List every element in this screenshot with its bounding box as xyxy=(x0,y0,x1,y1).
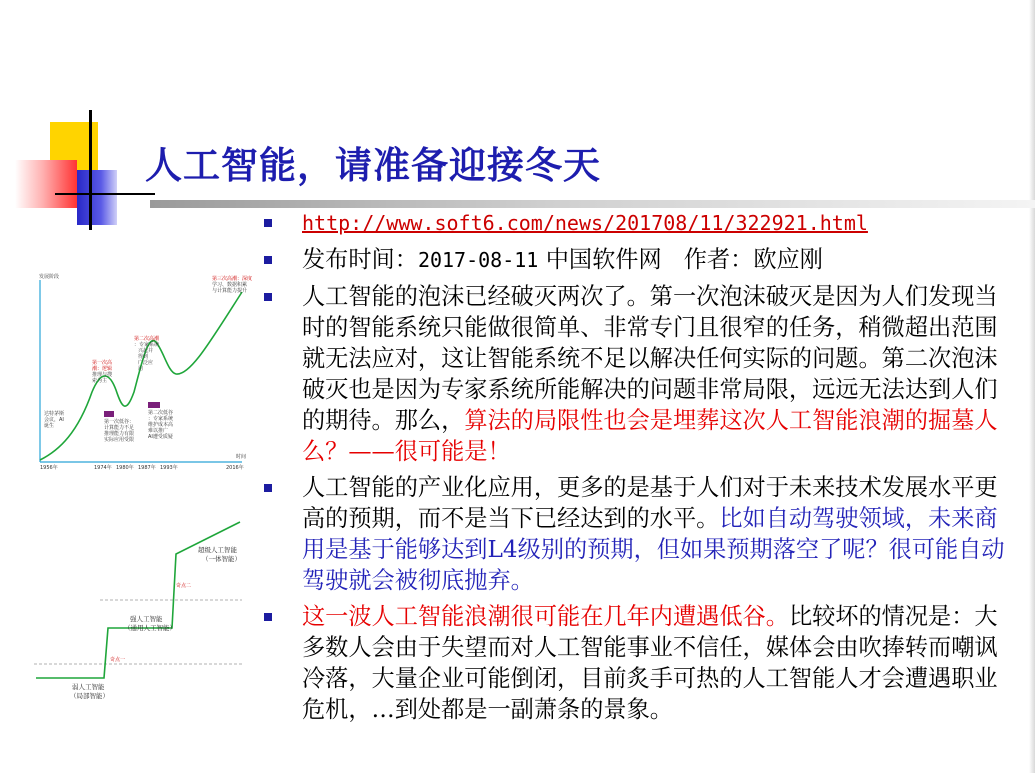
svg-text:维护成本高: 维护成本高 xyxy=(148,422,174,428)
bullet-marker-icon xyxy=(264,256,272,264)
bullet-industrialization xyxy=(262,472,1007,596)
svg-text:推理与搜: 推理与搜 xyxy=(92,372,113,378)
bullet-marker-icon xyxy=(264,613,272,621)
x-tick-label: 1974年 xyxy=(94,465,112,471)
gap1-label: 奇点一 xyxy=(110,657,126,663)
svg-text:难以推广: 难以推广 xyxy=(148,428,169,434)
svg-text:强人工智能: 强人工智能 xyxy=(130,615,163,623)
svg-text:第一次高: 第一次高 xyxy=(92,360,113,366)
publish-author: 作者：欧应刚 xyxy=(683,246,823,273)
winter1-box xyxy=(104,411,114,417)
svg-text:第二次高潮: 第二次高潮 xyxy=(134,336,160,342)
svg-text:潮：逻辑: 潮：逻辑 xyxy=(92,366,113,372)
annotation-start xyxy=(44,410,64,429)
bullet-low-tide xyxy=(262,601,1007,725)
ai-stages-figure xyxy=(30,508,245,723)
development-curve xyxy=(40,292,242,460)
svg-text:学习、数据积累: 学习、数据积累 xyxy=(212,282,248,288)
stage-strong-ai xyxy=(124,614,176,632)
annotation-peak1 xyxy=(92,359,112,384)
publish-source: 中国软件网 xyxy=(545,246,662,273)
svg-text:诞生: 诞生 xyxy=(44,423,55,429)
ai-history-svg xyxy=(30,272,253,474)
title-deco-red-block xyxy=(15,160,77,208)
svg-text:：专家系统: ：专家系统 xyxy=(134,342,160,348)
bullet-marker-icon xyxy=(264,484,272,492)
gap2-label: 奇点二 xyxy=(176,583,192,589)
y-axis-label: 发展阶段 xyxy=(39,274,60,280)
svg-text:兴起并: 兴起并 xyxy=(138,348,154,354)
bullet-4-highlight: 比如自动驾驶领域，未来商用是基于能够达到L4级别的预期，但如果预期落空了呢？很可能自动驾驶就会被彻底抛弃。 xyxy=(302,505,1005,594)
svg-text:：专家系统: ：专家系统 xyxy=(148,416,174,422)
stage-weak-ai xyxy=(70,682,109,700)
stage-super-ai xyxy=(198,545,241,563)
svg-text:超级人工智能: 超级人工智能 xyxy=(198,546,237,554)
svg-text:会议，AI: 会议，AI xyxy=(44,417,64,423)
bullet-3-text: 人工智能的泡沫已经破灭两次了。第一次泡沫破灭是因为人们发现当时的智能系统只能做很简单、非常专门且很窄的任务，稍微超出范围就无法应对，这让智能系统不足以解决任何实际的问题。第二次泡沫破灭也是因为专家系统所能解决的问题非常局限，远远无法达到人们的期待。那么， xyxy=(302,283,998,434)
title-deco-vertical-line xyxy=(89,110,92,230)
x-tick-label: 1993年 xyxy=(160,465,178,471)
x-tick-label: 1980年 xyxy=(116,465,134,471)
publish-label: 发布时间： xyxy=(302,246,418,273)
x-axis-label: 时间 xyxy=(236,454,247,460)
source-link[interactable]: http://www.soft6.com/news/201708/11/322921.html xyxy=(302,211,868,235)
svg-text:实际应用受限: 实际应用受限 xyxy=(104,437,135,443)
svg-text:达特茅斯: 达特茅斯 xyxy=(44,411,65,417)
bullet-list xyxy=(262,207,1007,725)
svg-text:第一次低谷：: 第一次低谷： xyxy=(104,419,135,425)
svg-text:第二次低谷: 第二次低谷 xyxy=(148,410,174,416)
ai-stages-svg xyxy=(30,508,245,723)
annotation-winter1 xyxy=(104,411,134,443)
winter2-box xyxy=(148,402,160,408)
x-tick-labels xyxy=(40,464,244,471)
svg-text:用: 用 xyxy=(138,366,144,372)
svg-text:与计算能力提升: 与计算能力提升 xyxy=(212,288,248,294)
bullet-bubble-history xyxy=(262,281,1007,467)
annotation-peak3 xyxy=(212,275,252,294)
bullet-meta xyxy=(262,244,1007,276)
x-tick-label: 2016年 xyxy=(226,465,244,471)
slide-title: 人工智能，请准备迎接冬天 xyxy=(145,143,601,187)
annotation-peak2 xyxy=(134,335,159,372)
bullet-url xyxy=(262,207,1007,239)
svg-text:弱人工智能: 弱人工智能 xyxy=(72,683,105,691)
svg-text:（局部智能）: （局部智能） xyxy=(70,692,109,700)
title-deco-blue-block xyxy=(77,170,117,225)
svg-text:（通用人工智能）: （通用人工智能） xyxy=(124,624,176,632)
bullet-marker-icon xyxy=(264,293,272,301)
svg-text:（一体智能）: （一体智能） xyxy=(202,555,241,563)
bullet-marker-icon xyxy=(264,219,272,227)
bullet-4-text: 人工智能的产业化应用，更多的是基于人们对于未来技术发展水平更高的预期，而不是当下已经达到的水平。 xyxy=(302,474,998,532)
svg-text:索为主: 索为主 xyxy=(92,378,108,384)
publish-date: 2017-08-11 xyxy=(417,248,539,272)
svg-text:推理能力有限: 推理能力有限 xyxy=(104,431,135,437)
annotation-winter2 xyxy=(148,402,173,440)
slide-edge-shadow xyxy=(1029,0,1035,773)
svg-text:得到: 得到 xyxy=(138,354,149,360)
x-tick-label: 1987年 xyxy=(138,465,156,471)
svg-text:计算能力不足: 计算能力不足 xyxy=(104,425,135,431)
svg-text:AI遭受质疑: AI遭受质疑 xyxy=(148,434,173,440)
bullet-3-highlight: 算法的局限性也会是埋葬这次人工智能浪潮的掘墓人么？——很可能是！ xyxy=(302,407,998,465)
bullet-5-highlight: 这一波人工智能浪潮很可能在几年内遭遇低谷。 xyxy=(302,603,789,630)
svg-text:广泛应: 广泛应 xyxy=(138,360,154,366)
x-tick-label: 1956年 xyxy=(40,465,58,471)
ai-history-figure xyxy=(30,272,253,474)
svg-text:第三次高潮：深度: 第三次高潮：深度 xyxy=(212,276,253,282)
bullet-5-text: 比较坏的情况是：大多数人会由于失望而对人工智能事业不信任，媒体会由吹捧转而嘲讽冷落，大量企业可能倒闭，目前炙手可热的人工智能人才会遭遇职业危机，…到处都是一副萧条的景象。 xyxy=(302,603,998,723)
title-deco-horizontal-line xyxy=(55,193,155,195)
